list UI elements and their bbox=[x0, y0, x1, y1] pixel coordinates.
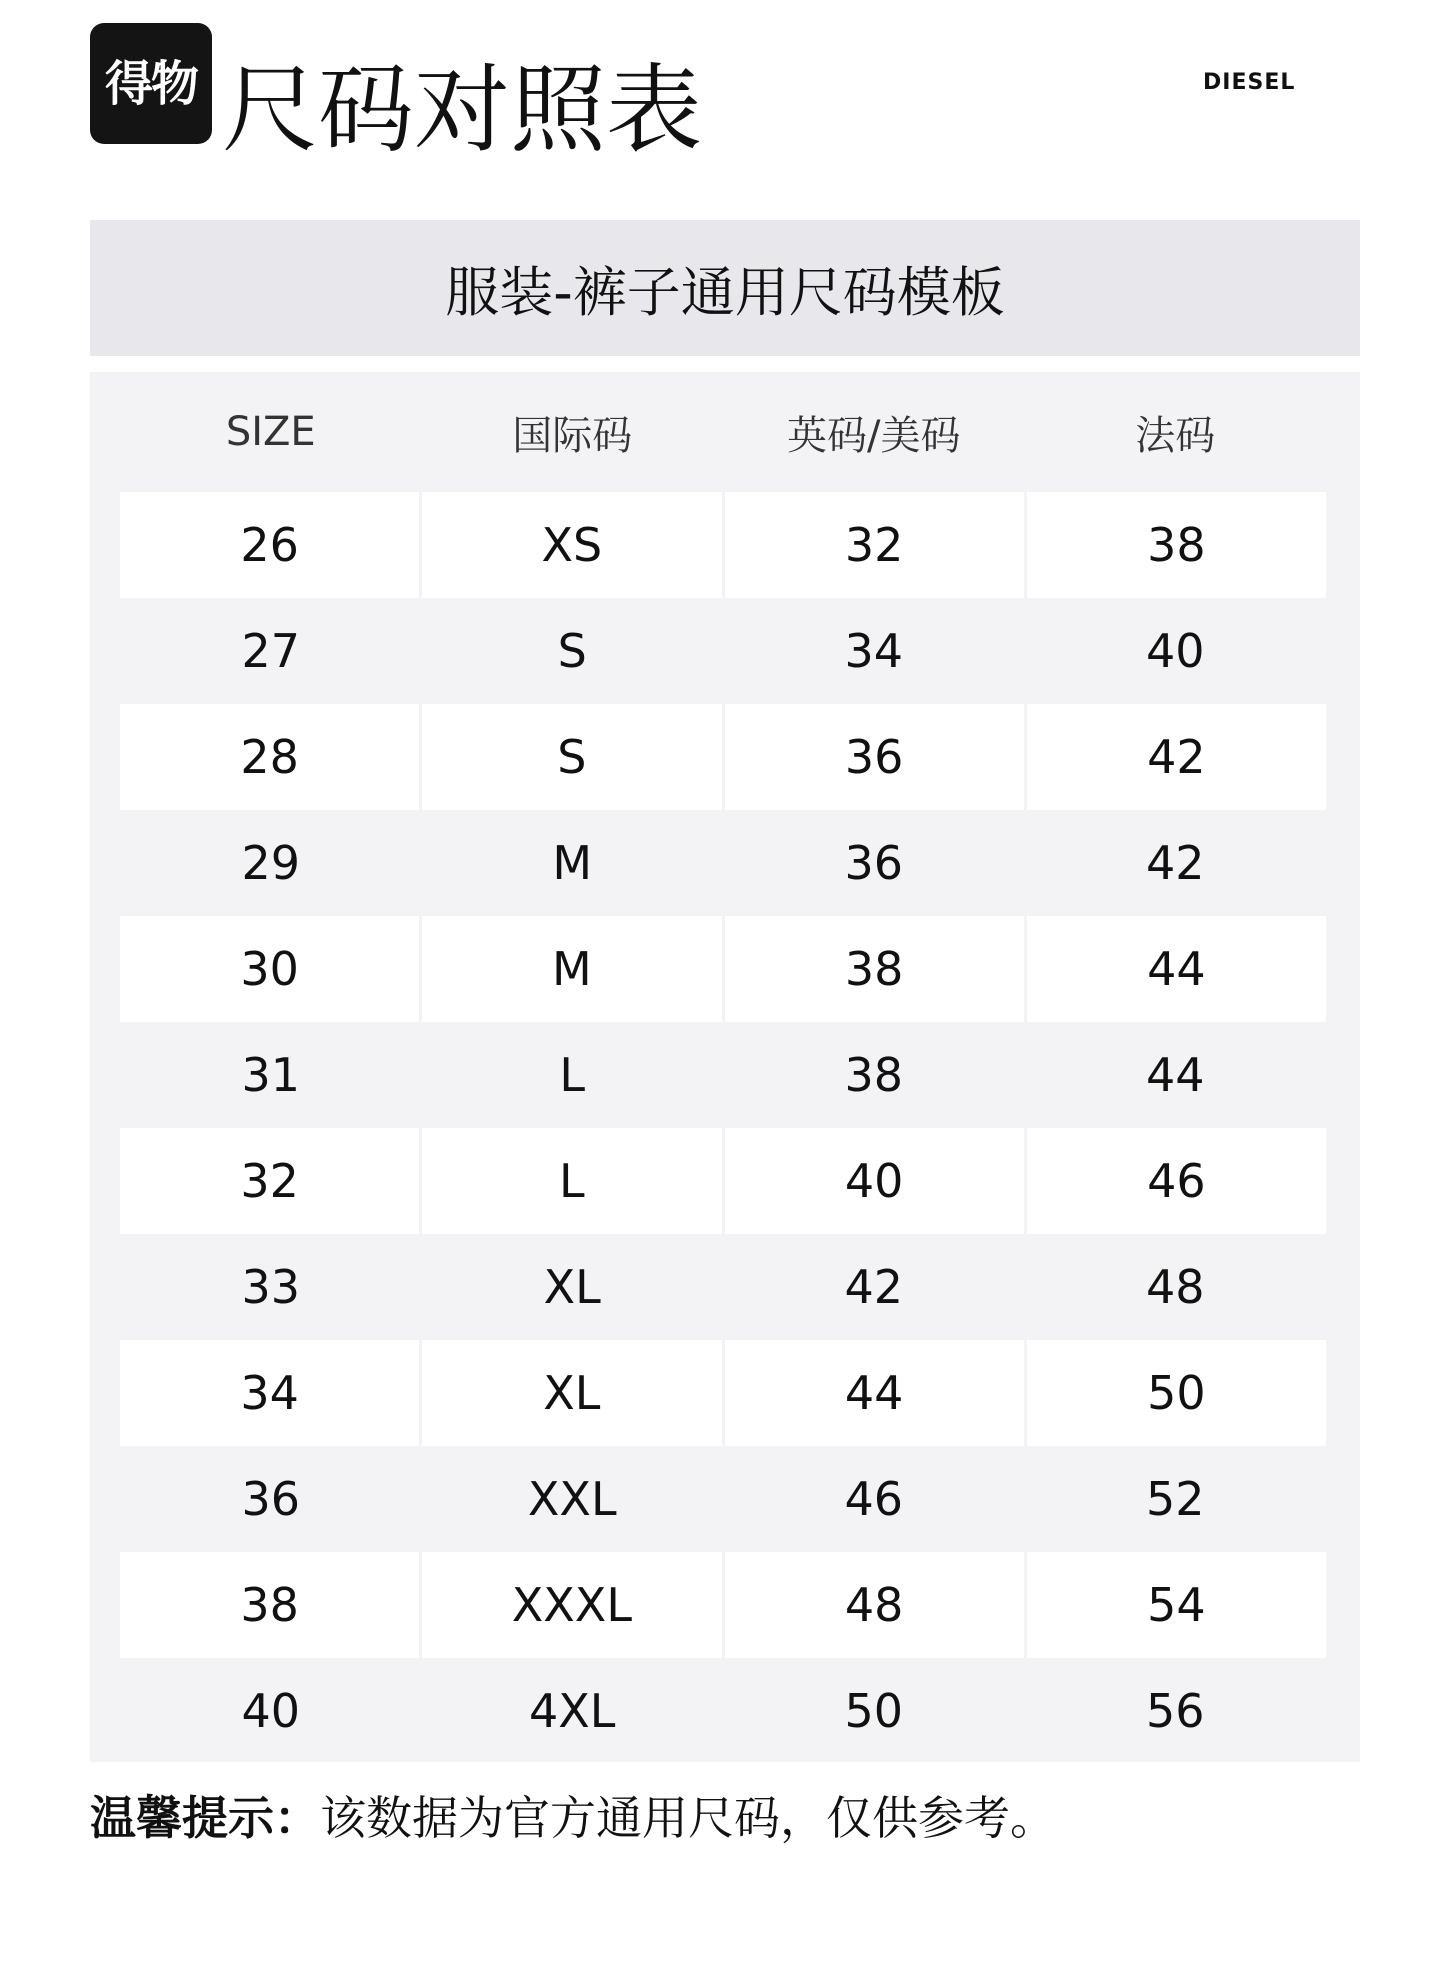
cell-uk-us: 34 bbox=[844, 624, 904, 678]
cell-size: 38 bbox=[120, 1552, 422, 1658]
cell-size: 34 bbox=[120, 1340, 422, 1446]
cell-uk-us: 36 bbox=[844, 836, 904, 890]
cell-international: XL bbox=[422, 1340, 724, 1446]
column-header-uk-us: 英码/美码 bbox=[787, 412, 961, 459]
cell-uk-us: 50 bbox=[844, 1684, 904, 1738]
table-row bbox=[120, 1128, 1326, 1234]
cell-uk-us: 44 bbox=[725, 1340, 1027, 1446]
cell-uk-us: 48 bbox=[725, 1552, 1027, 1658]
cell-uk-us: 36 bbox=[725, 704, 1027, 810]
cell-uk-us: 32 bbox=[725, 492, 1027, 598]
cell-fr: 40 bbox=[1145, 624, 1205, 678]
cell-size: 30 bbox=[120, 916, 422, 1022]
page-title: 尺码对照表 bbox=[222, 54, 702, 166]
cell-size: 33 bbox=[241, 1260, 301, 1314]
app-logo bbox=[90, 23, 212, 144]
column-header-fr: 法码 bbox=[1135, 412, 1216, 459]
table-row bbox=[120, 916, 1326, 1022]
cell-fr: 44 bbox=[1027, 916, 1326, 1022]
cell-uk-us: 42 bbox=[844, 1260, 904, 1314]
cell-fr: 44 bbox=[1145, 1048, 1205, 1102]
table-body bbox=[120, 492, 1326, 1764]
table-row bbox=[120, 492, 1326, 598]
table-row bbox=[120, 1340, 1326, 1446]
cell-fr: 48 bbox=[1145, 1260, 1205, 1314]
cell-size: 26 bbox=[120, 492, 422, 598]
table-row bbox=[120, 598, 1326, 704]
table-row bbox=[120, 1552, 1326, 1658]
tip-note bbox=[90, 1782, 1056, 1848]
cell-fr: 46 bbox=[1027, 1128, 1326, 1234]
cell-uk-us: 46 bbox=[844, 1472, 904, 1526]
brand-logo: DIESEL bbox=[1203, 70, 1296, 95]
column-header-size: SIZE bbox=[225, 409, 316, 455]
cell-size: 28 bbox=[120, 704, 422, 810]
cell-international: S bbox=[557, 624, 587, 678]
tip-text: 该数据为官方通用尺码，仅供参考。 bbox=[320, 1791, 1056, 1845]
table-row bbox=[120, 1446, 1326, 1552]
cell-fr: 50 bbox=[1027, 1340, 1326, 1446]
cell-international: XL bbox=[543, 1260, 601, 1314]
cell-fr: 42 bbox=[1027, 704, 1326, 810]
cell-international: XS bbox=[422, 492, 724, 598]
size-table bbox=[90, 372, 1360, 1762]
cell-uk-us: 38 bbox=[844, 1048, 904, 1102]
column-header-international: 国际码 bbox=[512, 412, 633, 459]
app-logo-text: 得物 bbox=[104, 55, 197, 112]
cell-size: 31 bbox=[241, 1048, 301, 1102]
cell-fr: 56 bbox=[1145, 1684, 1205, 1738]
table-row bbox=[120, 1234, 1326, 1340]
cell-uk-us: 38 bbox=[725, 916, 1027, 1022]
tip-label: 温馨提示： bbox=[90, 1791, 320, 1845]
cell-fr: 42 bbox=[1145, 836, 1205, 890]
cell-size: 27 bbox=[241, 624, 301, 678]
cell-international: XXL bbox=[527, 1472, 617, 1526]
cell-international: 4XL bbox=[529, 1684, 616, 1738]
template-banner bbox=[90, 220, 1360, 356]
cell-fr: 52 bbox=[1145, 1472, 1205, 1526]
table-row bbox=[120, 810, 1326, 916]
cell-international: L bbox=[559, 1048, 586, 1102]
cell-international: S bbox=[422, 704, 724, 810]
table-row bbox=[120, 1022, 1326, 1128]
template-title: 服装-裤子通用尺码模板 bbox=[445, 260, 1005, 324]
table-row bbox=[120, 704, 1326, 810]
cell-international: L bbox=[422, 1128, 724, 1234]
cell-international: M bbox=[552, 836, 593, 890]
table-row bbox=[120, 1658, 1326, 1764]
cell-size: 29 bbox=[241, 836, 301, 890]
cell-uk-us: 40 bbox=[725, 1128, 1027, 1234]
table-header bbox=[120, 372, 1326, 492]
cell-international: XXXL bbox=[422, 1552, 724, 1658]
cell-size: 40 bbox=[241, 1684, 301, 1738]
cell-fr: 38 bbox=[1027, 492, 1326, 598]
cell-size: 32 bbox=[120, 1128, 422, 1234]
cell-size: 36 bbox=[241, 1472, 301, 1526]
cell-international: M bbox=[422, 916, 724, 1022]
cell-fr: 54 bbox=[1027, 1552, 1326, 1658]
